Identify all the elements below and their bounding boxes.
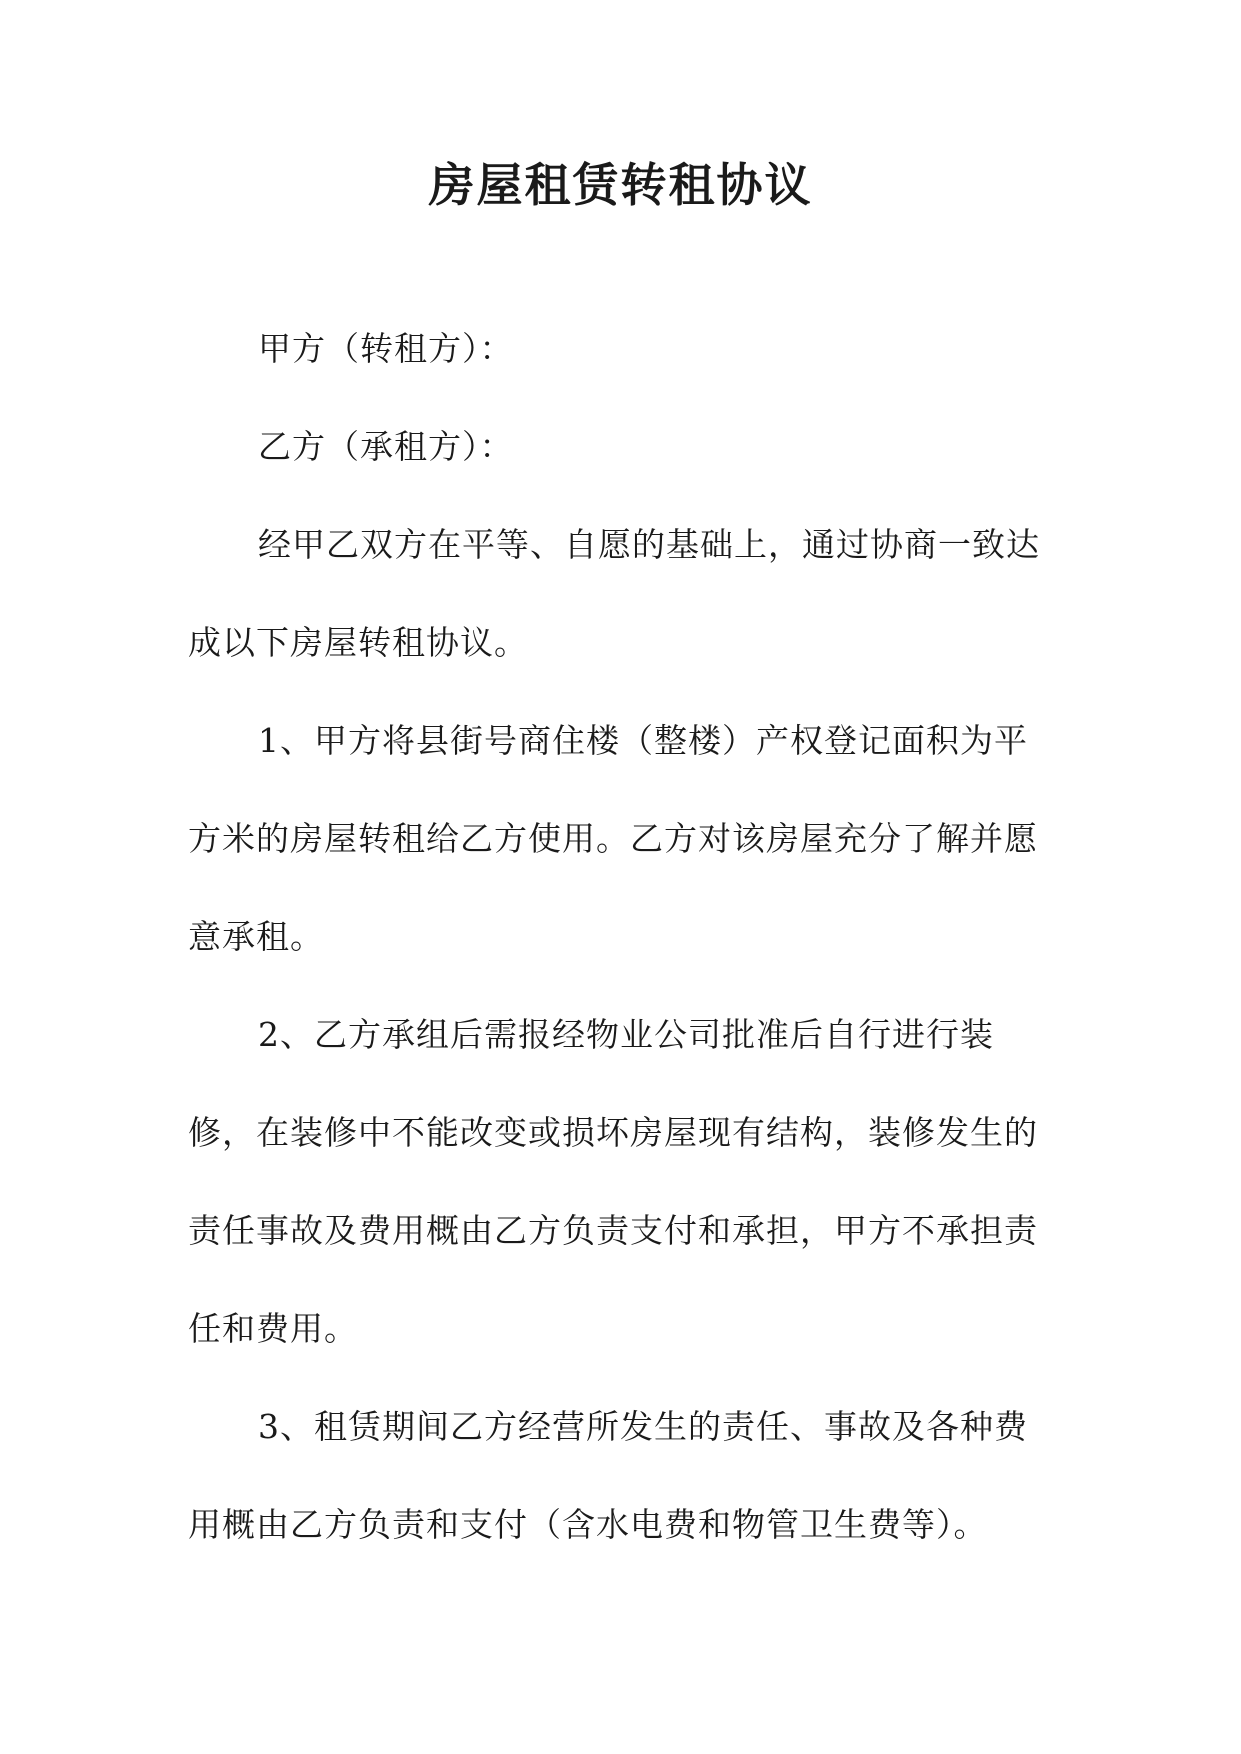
clause-3-paragraph: 3、租赁期间乙方经营所发生的责任、事故及各种费用概由乙方负责和支付（含水电费和物管卫生费等）。 <box>188 1407 1028 1544</box>
document-title: 房屋租赁转租协议 <box>428 158 813 212</box>
clause-1-paragraph: 1、甲方将县街号商住楼（整楼）产权登记面积为平方米的房屋转租给乙方使用。乙方对该房屋充分了解并愿意承租。 <box>188 721 1038 956</box>
clause-2-paragraph: 2、乙方承组后需报经物业公司批准后自行进行装修，在装修中不能改变或损坏房屋现有结构，装修发生的责任事故及费用概由乙方负责支付和承担，甲方不承担责任和费用。 <box>188 1015 1038 1348</box>
party-a-line: 甲方（转租方）： <box>258 329 514 368</box>
party-b-line: 乙方（承租方）： <box>258 427 514 466</box>
preamble-paragraph: 经甲乙双方在平等、自愿的基础上，通过协商一致达成以下房屋转租协议。 <box>188 525 1040 662</box>
document-body <box>188 300 1048 1574</box>
